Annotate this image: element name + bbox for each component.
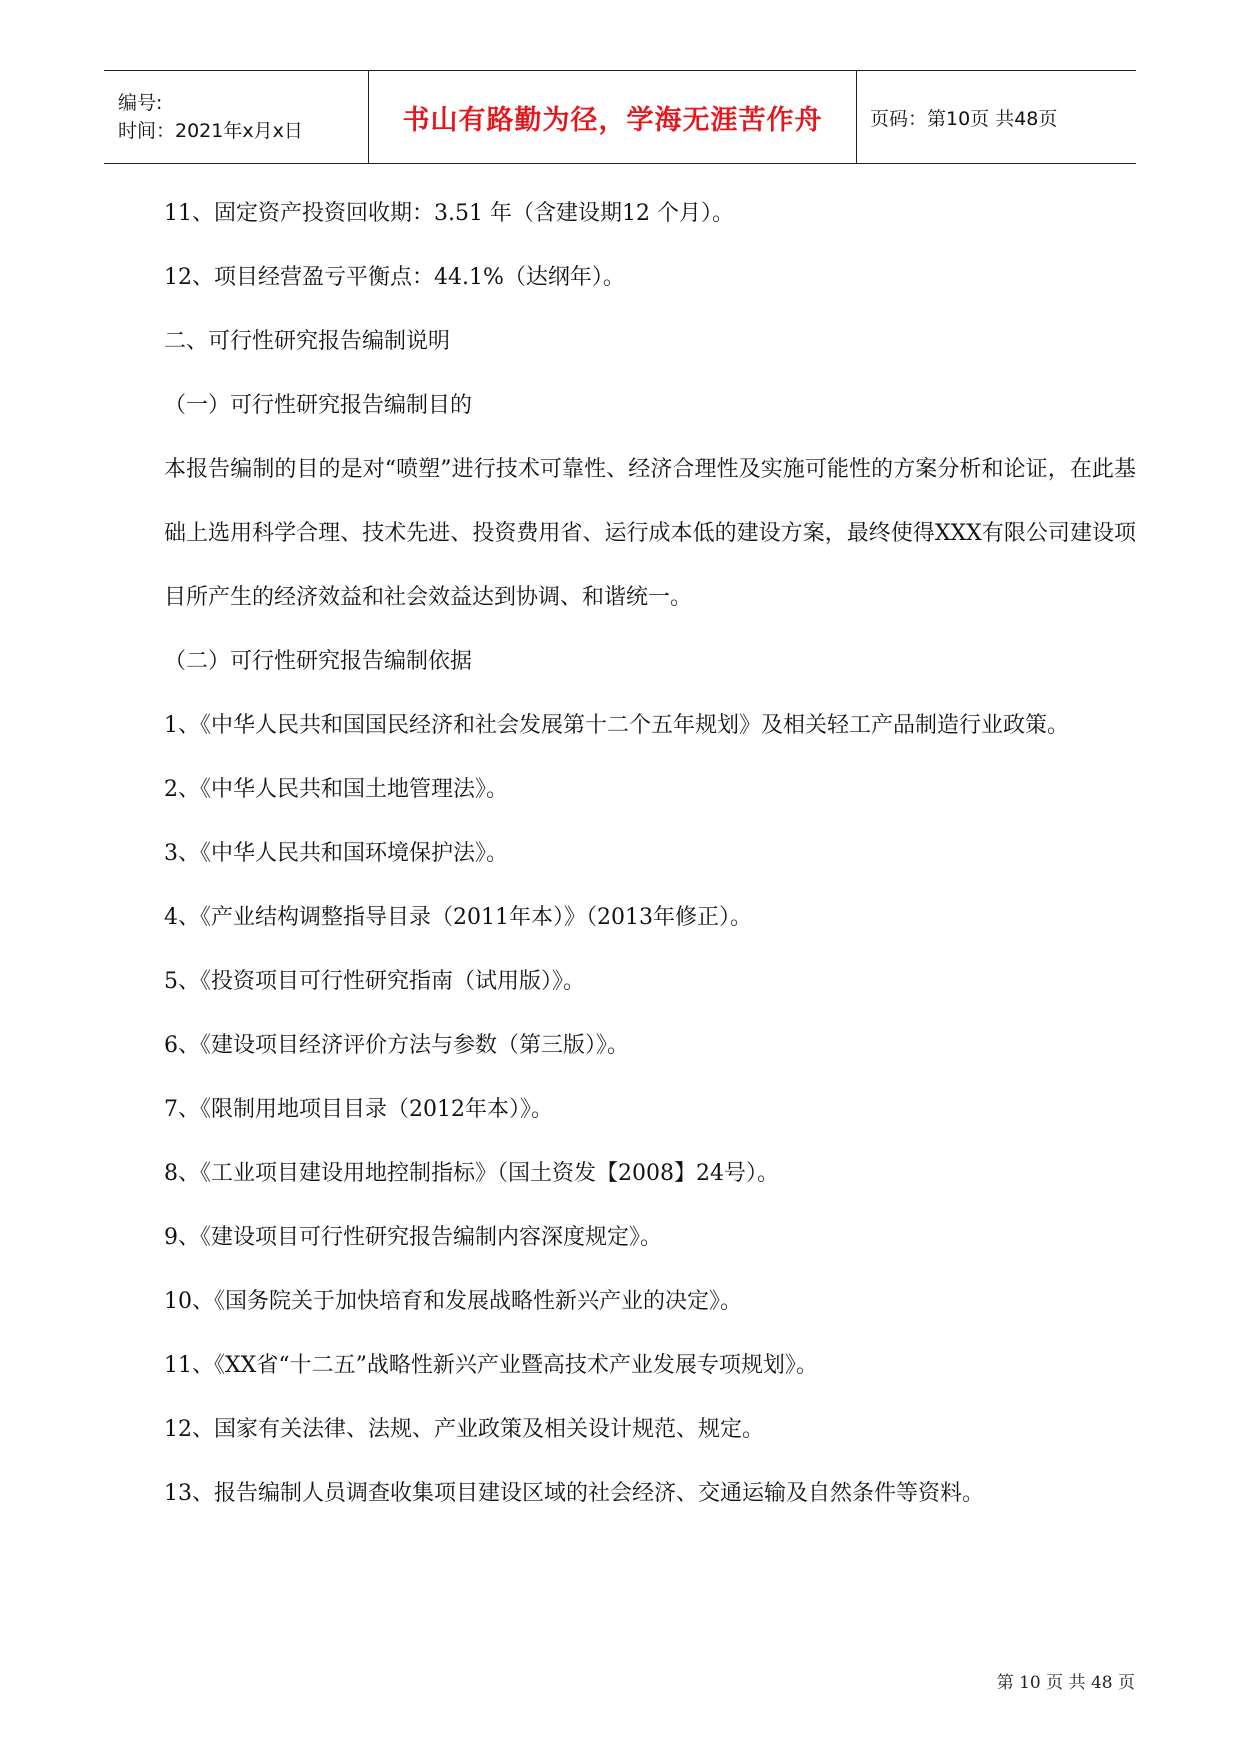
header-motto: 书山有路勤为径，学海无涯苦作舟 <box>402 104 823 136</box>
header-motto-cell <box>368 71 857 163</box>
list-item: 2、《中华人民共和国土地管理法》。 <box>164 777 508 802</box>
subsection-heading: （二）可行性研究报告编制依据 <box>164 649 473 674</box>
list-item: 4、《产业结构调整指导目录（2011年本）》（2013年修正）。 <box>164 905 752 930</box>
document-number-label: 编号: <box>118 92 163 114</box>
list-item: 13、报告编制人员调查收集项目建设区域的社会经济、交通运输及自然条件等资料。 <box>164 1481 984 1506</box>
page-footer: 第 10 页 共 48 页 <box>996 1673 1135 1693</box>
document-body <box>112 182 1136 1526</box>
list-item: 7、《限制用地项目目录（2012年本）》。 <box>164 1097 553 1122</box>
document-time-label: 时间：2021年x月x日 <box>118 120 303 142</box>
list-item: 5、《投资项目可行性研究指南（试用版）》。 <box>164 969 585 994</box>
header-page-label: 页码：第10页 共48页 <box>870 107 1058 130</box>
header-page-cell <box>857 71 1136 163</box>
section-heading: 二、可行性研究报告编制说明 <box>164 329 451 354</box>
subsection-heading: （一）可行性研究报告编制目的 <box>164 393 473 418</box>
list-item: 12、国家有关法律、法规、产业政策及相关设计规范、规定。 <box>164 1417 764 1442</box>
paragraph: 本报告编制的目的是对“喷塑”进行技术可靠性、经济合理性及实施可能性的方案分析和论证，在此基础上选用科学合理、技术先进、投资费用省、运行成本低的建设方案，最终使得XXX有限公司建设项目所产生的经济效益和社会效益达到协调、和谐统一。 <box>164 457 1136 610</box>
list-item: 11、《XX省“十二五”战略性新兴产业暨高技术产业发展专项规划》。 <box>164 1353 818 1378</box>
list-item: 8、《工业项目建设用地控制指标》（国土资发【2008】24号）。 <box>164 1161 779 1186</box>
list-item: 10、《国务院关于加快培育和发展战略性新兴产业的决定》。 <box>164 1289 742 1314</box>
paragraph: 12、项目经营盈亏平衡点：44.1%（达纲年）。 <box>164 265 625 290</box>
header-meta <box>104 71 368 163</box>
list-item: 1、《中华人民共和国国民经济和社会发展第十二个五年规划》及相关轻工产品制造行业政策。 <box>164 713 1070 738</box>
list-item: 3、《中华人民共和国环境保护法》。 <box>164 841 508 866</box>
page-header <box>104 70 1136 164</box>
list-item: 6、《建设项目经济评价方法与参数（第三版）》。 <box>164 1033 629 1058</box>
paragraph: 11、固定资产投资回收期：3.51 年（含建设期12 个月）。 <box>164 201 734 226</box>
list-item: 9、《建设项目可行性研究报告编制内容深度规定》。 <box>164 1225 662 1250</box>
